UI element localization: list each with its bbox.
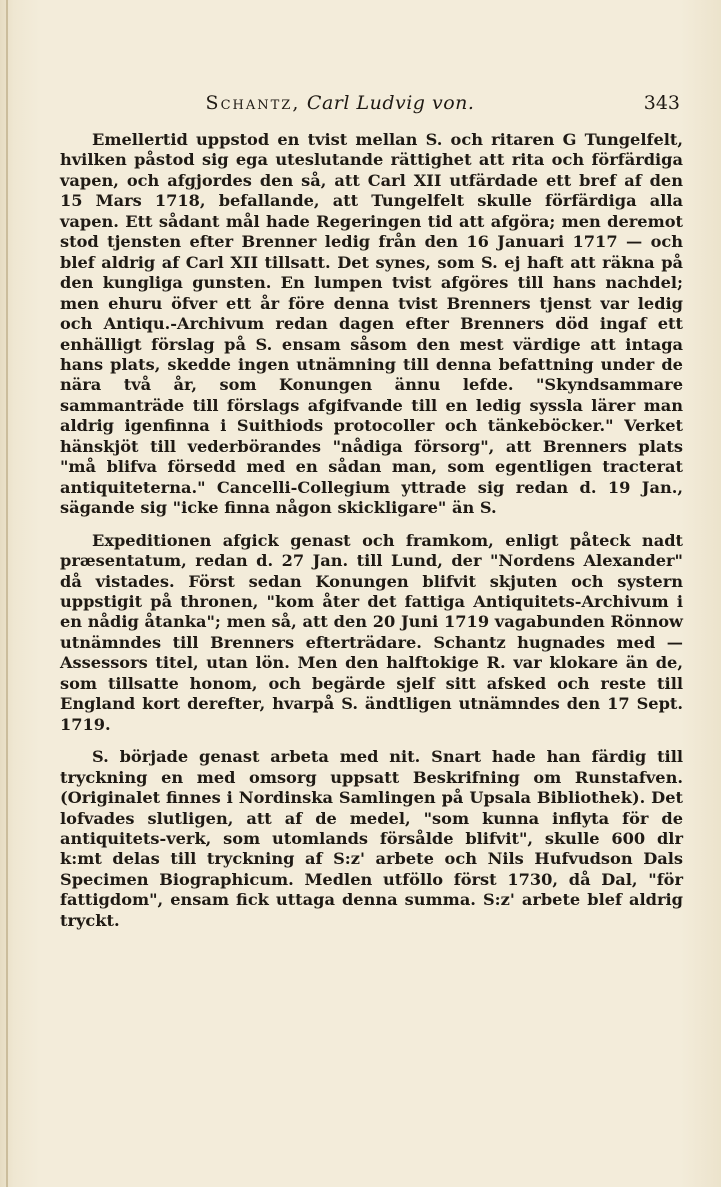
page-binding-edge: [6, 0, 8, 1187]
running-head: [60, 92, 620, 114]
page-header: [60, 92, 680, 118]
paragraph-1: Emellertid uppstod en tvist mellan S. och ritaren G Tungelfelt, hvilken påstod sig ega uteslutande rättighet att rita och förfärdiga vapen, och afgjordes den så, att Carl XII utfärdade ett bref af den 15 Mars 1718, befallande, att Tungelfelt skulle förfärdiga alla vapen. Ett sådant mål hade Regeringen tid att afgöra; men deremot stod tjensten efter Brenner ledig från den 16 Januari 1717 — och blef aldrig af Carl XII tillsatt. Det synes, som S. ej haft att räkna på den kungliga gunsten. En lumpen tvist afgöres till hans nachdel; men ehuru öfver ett år före denna tvist Brenners tjenst var ledig och Antiqu.-Archivum redan dagen efter Brenners död ingaf ett enhälligt förslag på S. ensam såsom den mest värdige att intaga hans plats, skedde ingen utnämning till denna befattning under de nära två år, som Konungen ännu lefde. "Skyndsammare sammanträde till förslags afgifvande till en ledig syssla lärer man aldrig igenfinna i Suithiods protocoller och tänkeböcker." Verket hänskjöt till vederbörandes "nådiga försorg", att Brenners plats "må blifva försedd med en sådan man, som egentligen tracterat antiquiteterna." Cancelli-Collegium yttrade sig redan d. 19 Jan., sägande sig "icke finna någon skickligare" än S.: [60, 130, 683, 518]
running-head-surname: Schantz,: [205, 92, 301, 114]
running-head-given-name: Carl Ludvig von.: [306, 92, 475, 114]
body-text: [60, 130, 683, 931]
paragraph-3: S. började genast arbeta med nit. Snart hade han färdig till tryckning en med omsorg uppsatt Beskrifning om Runstafven. (Originalet finnes i Nordinska Samlingen på Upsala Bibliothek). Det lofvades slutligen, att af de medel, "som kunna inflyta för de antiquitets-verk, som utomlands försålde blifvit", skulle 600 dlr k:mt delas till tryckning af S:z' arbete och Nils Hufvudson Dals Specimen Biographicum. Medlen utföllo först 1730, då Dal, "för fattigdom", ensam fick uttaga denna summa. S:z' arbete blef aldrig tryckt.: [60, 747, 683, 930]
paragraph-2: Expeditionen afgick genast och framkom, enligt påteck nadt præsentatum, redan d. 27 Jan. till Lund, der "Nordens Alexander" då vistades. Först sedan Konungen blifvit skjuten och systern uppstigit på thronen, "kom åter det fattiga Antiquitets-Archivum i en nådig åtanka"; men så, att den 20 Juni 1719 vagabunden Rönnow utnämndes till Brenners efterträdare. Schantz hugnades med — Assessors titel, utan lön. Men den halftokige R. var klokare än de, som tillsatte honom, och begärde sjelf sitt afsked och reste till England kort derefter, hvarpå S. ändtligen utnämndes den 17 Sept. 1719.: [60, 530, 683, 734]
page-number: 343: [643, 92, 680, 114]
